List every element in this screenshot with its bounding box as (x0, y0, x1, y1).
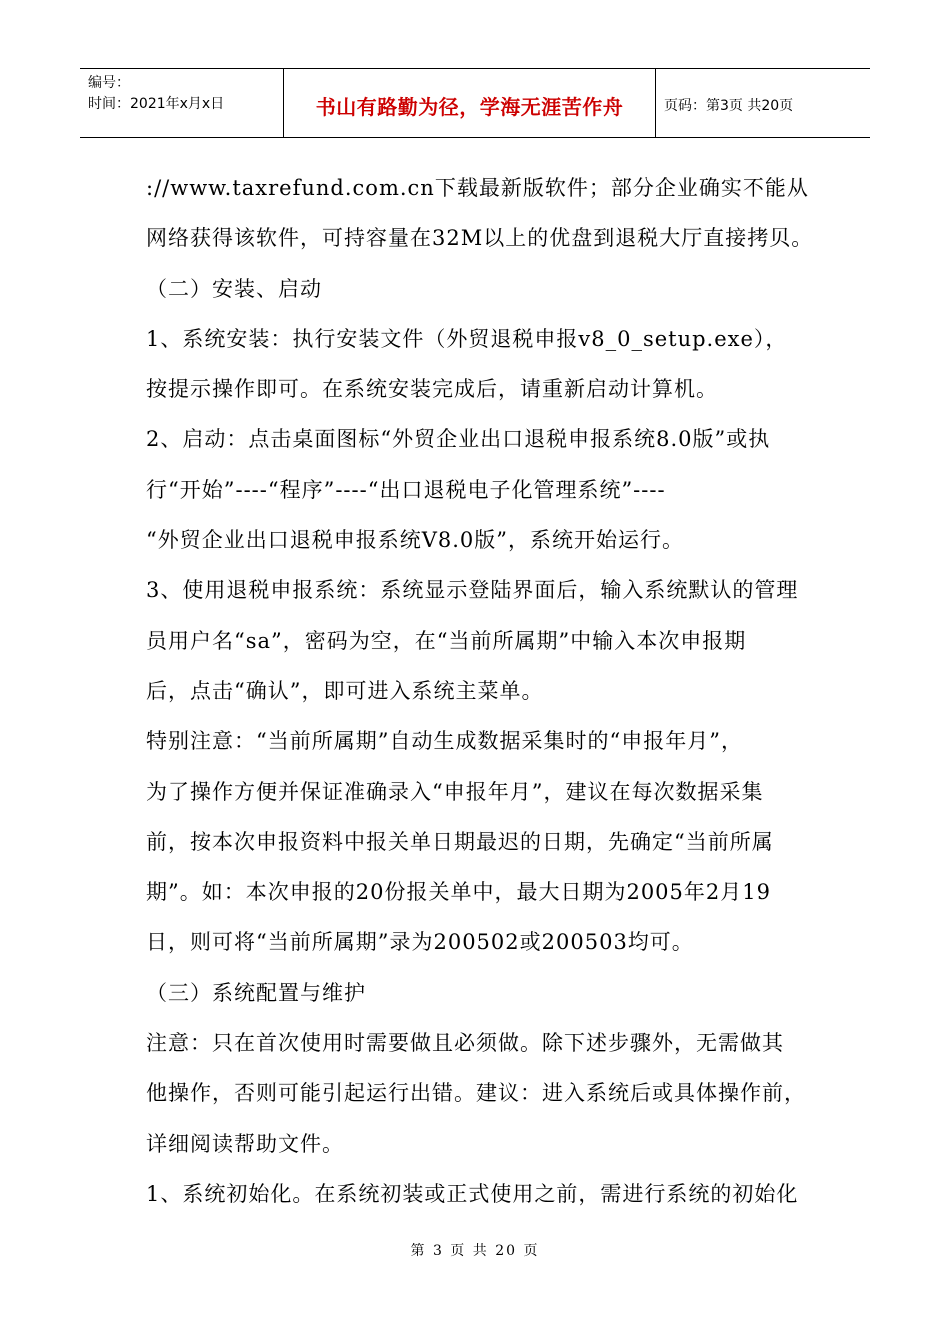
section-heading: （三）系统配置与维护 (146, 980, 366, 1005)
header-page-info-cell (656, 69, 870, 137)
body-line: 行“开始”----“程序”----“出口退税电子化管理系统”---- (146, 477, 666, 502)
body-line: “外贸企业出口退税申报系统V8.0版”，系统开始运行。 (146, 528, 685, 553)
body-line: 3、使用退税申报系统：系统显示登陆界面后，输入系统默认的管理 (146, 578, 799, 603)
document-body (146, 163, 818, 1219)
header-meta (80, 69, 284, 137)
page-footer: 第 3 页 共 20 页 (410, 1243, 540, 1259)
body-line: 注意：只在首次使用时需要做且必须做。除下述步骤外，无需做其 (146, 1031, 784, 1056)
body-line: 前，按本次申报资料中报关单日期最迟的日期，先确定“当前所属 (146, 829, 774, 854)
header-motto: 书山有路勤为径，学海无涯苦作舟 (315, 94, 624, 119)
body-line: 详细阅读帮助文件。 (146, 1131, 344, 1156)
page-header (80, 68, 870, 138)
document-number-label: 编号： (88, 75, 130, 91)
body-line: 为了操作方便并保证准确录入“申报年月”，建议在每次数据采集 (146, 779, 764, 804)
section-heading: （二）安装、启动 (146, 276, 322, 301)
body-line: 期”。如：本次申报的20份报关单中，最大日期为2005年2月19 (146, 880, 771, 905)
body-line: 日，则可将“当前所属期”录为200502或200503均可。 (146, 930, 694, 955)
header-page-info: 页码：第3页 共20页 (664, 98, 794, 114)
body-line: 特别注意：“当前所属期”自动生成数据采集时的“申报年月”， (146, 729, 743, 754)
header-motto-cell (284, 69, 656, 137)
body-line: 1、系统安装：执行安装文件（外贸退税申报v8_0_setup.exe）， (146, 326, 788, 351)
body-line: 按提示操作即可。在系统安装完成后，请重新启动计算机。 (146, 377, 718, 402)
document-time-label: 时间：2021年x月x日 (88, 96, 225, 112)
body-line: ://www.taxrefund.com.cn下载最新版软件；部分企业确实不能从 (146, 176, 809, 200)
body-line: 2、启动：点击桌面图标“外贸企业出口退税申报系统8.0版”或执 (146, 427, 771, 452)
body-line: 他操作，否则可能引起运行出错。建议：进入系统后或具体操作前， (146, 1081, 806, 1106)
body-line: 后，点击“确认”，即可进入系统主菜单。 (146, 678, 544, 703)
body-line: 员用户名“sa”，密码为空，在“当前所属期”中输入本次申报期 (146, 628, 747, 653)
body-line: 网络获得该软件，可持容量在32M以上的优盘到退税大厅直接拷贝。 (146, 226, 814, 251)
body-line: 1、系统初始化。在系统初装或正式使用之前，需进行系统的初始化 (146, 1181, 799, 1206)
